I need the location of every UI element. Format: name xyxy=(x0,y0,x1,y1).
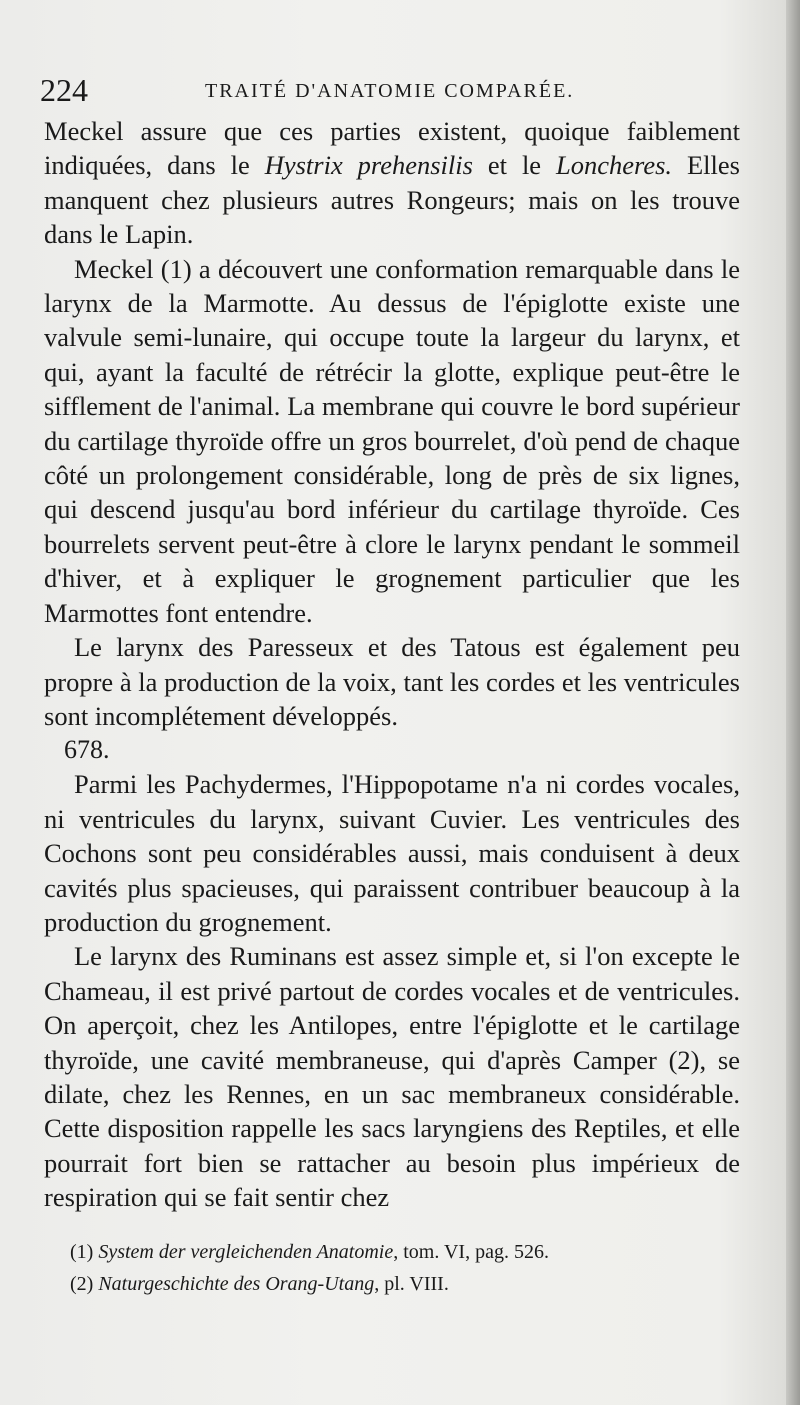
paragraph-1-text-c: Elles manquent chez plusieurs autres Rongeurs; mais on les trouve dans le Lapin. xyxy=(44,150,740,250)
paragraph-2: Meckel (1) a découvert une conformation remarquable dans le larynx de la Marmotte. Au dessus de l'épiglotte existe une valvule semi-lunaire, qui occupe toute la largeur du larynx, et qui, ayant la faculté de rétrécir la glotte, explique peut-être le sifflement de l'animal. La membrane qui couvre le bord supérieur du cartilage thyroïde offre un gros bourrelet, d'où pend de chaque côté un prolongement considérable, long de près de six lignes, qui descend jusqu'au bord inférieur du cartilage thyroïde. Ces bourrelets servent peut-être à clore le larynx pendant le sommeil d'hiver, et à expliquer le grognement particulier que les Marmottes font entendre. xyxy=(44,253,740,628)
footnote-1 xyxy=(70,1236,710,1268)
footnote-2-title: Naturgeschichte des Orang-Utang xyxy=(98,1273,375,1295)
paragraph-1-text-a: Meckel assure que ces parties existent, quoique faiblement indiquées, dans le xyxy=(44,116,740,181)
footnote-2-mark: (2) xyxy=(70,1273,99,1295)
footnote-1-mark: (1) xyxy=(70,1241,99,1263)
body-text xyxy=(44,114,740,1215)
paragraph-3: Le larynx des Paresseux et des Tatous est également peu propre à la production de la voix, tant les cordes et les ventricules sont incomplétement développés. xyxy=(44,632,740,731)
page-header xyxy=(40,72,740,108)
footnote-2 xyxy=(70,1268,710,1300)
paragraph-1-text-b: et le xyxy=(472,150,557,181)
paragraph-5: Le larynx des Ruminans est assez simple et, si l'on excepte le Chameau, il est privé partout de cordes vocales et de ventricules. On aperçoit, chez les Antilopes, entre l'épiglotte et le cartilage thyroïde, une cavité membraneuse, qui d'après Camper (2), se dilate, chez les Rennes, en un sac membraneux considérable. Cette disposition rappelle les sacs laryngiens des Reptiles, et elle pourrait fort bien se rattacher au besoin plus impérieux de respiration qui se fait sentir chez xyxy=(44,941,740,1213)
running-title: TRAITÉ D'ANATOMIE COMPARÉE. xyxy=(205,80,575,102)
genus-name-loncheres: Loncheres. xyxy=(556,150,673,181)
footnote-2-ref: , pl. VIII. xyxy=(374,1273,449,1295)
section-number: 678. xyxy=(64,735,110,765)
page-edge-shadow xyxy=(786,0,800,1405)
footnote-1-title: System der vergleichenden Anatomie xyxy=(98,1241,394,1263)
paragraph-1 xyxy=(44,114,740,252)
footnotes xyxy=(70,1236,710,1300)
footnote-1-ref: , tom. VI, pag. 526. xyxy=(393,1241,549,1263)
page-number: 224 xyxy=(40,72,88,108)
species-name-hystrix: Hystrix prehensilis xyxy=(264,150,473,181)
paragraph-4: Parmi les Pachydermes, l'Hippopotame n'a ni cordes vocales, ni ventricules du larynx, suivant Cuvier. Les ventricules des Cochons sont peu considérables aussi, mais conduisent à deux cavités plus spacieuses, qui paraissent contribuer beaucoup à la production du grognement. xyxy=(44,769,740,937)
